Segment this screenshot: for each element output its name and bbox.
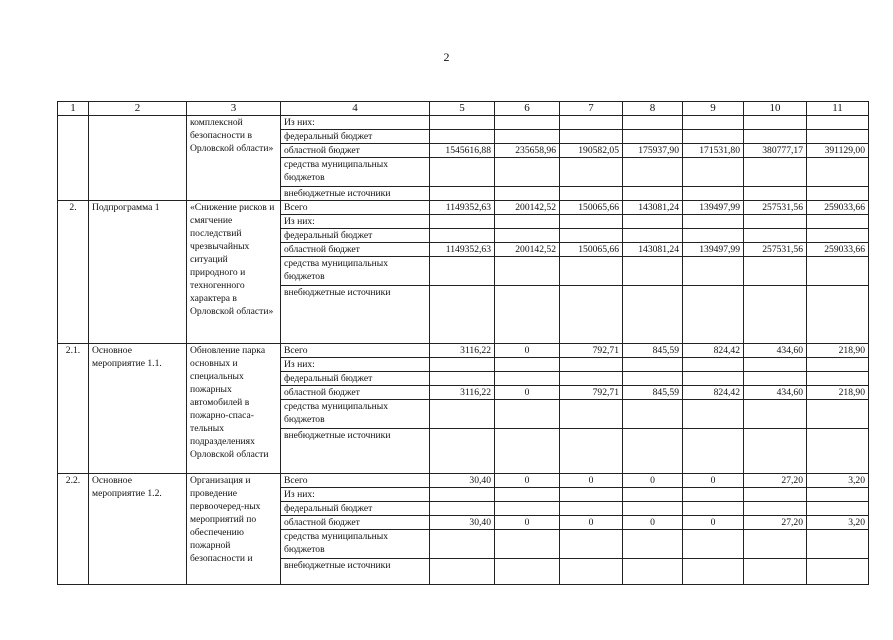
value-cell: [560, 257, 623, 286]
value-cell: [560, 488, 623, 502]
page-number: 2: [443, 50, 450, 64]
value-cell: [683, 187, 744, 201]
value-cell: [744, 372, 807, 386]
value-cell: [560, 372, 623, 386]
value-cell: 27,20: [744, 474, 807, 488]
funding-source-cell: средства муниципальных бюджетов: [281, 400, 430, 429]
value-cell: 143081,24: [623, 243, 683, 257]
value-cell: [430, 488, 495, 502]
value-cell: [430, 187, 495, 201]
value-cell: 139497,99: [683, 243, 744, 257]
value-cell: [807, 286, 869, 344]
value-cell: [744, 559, 807, 585]
funding-source-cell: внебюджетные источники: [281, 187, 430, 201]
value-cell: [744, 187, 807, 201]
item-name-cell: Обновление парка основных и специальных пожарных автомобилей в пожарно-спаса-тельных подразделениях Орловской области: [187, 344, 281, 474]
header-row: [58, 102, 869, 116]
value-cell: 30,40: [430, 474, 495, 488]
value-cell: [495, 286, 560, 344]
value-cell: [430, 530, 495, 559]
value-cell: 259033,66: [807, 201, 869, 215]
funding-source-cell: внебюджетные источники: [281, 429, 430, 474]
value-cell: [495, 358, 560, 372]
value-cell: [430, 400, 495, 429]
value-cell: 0: [495, 344, 560, 358]
value-cell: [430, 559, 495, 585]
value-cell: [623, 257, 683, 286]
value-cell: 824,42: [683, 386, 744, 400]
value-cell: 0: [560, 516, 623, 530]
value-cell: [495, 130, 560, 144]
value-cell: 3,20: [807, 474, 869, 488]
value-cell: 1149352,63: [430, 201, 495, 215]
value-cell: 792,71: [560, 386, 623, 400]
funding-source-cell: федеральный бюджет: [281, 372, 430, 386]
value-cell: 190582,05: [560, 144, 623, 158]
value-cell: [623, 215, 683, 229]
item-status-cell: [89, 116, 187, 201]
value-cell: [560, 187, 623, 201]
value-cell: [683, 130, 744, 144]
value-cell: [683, 257, 744, 286]
value-cell: [623, 187, 683, 201]
value-cell: [560, 559, 623, 585]
value-cell: 434,60: [744, 386, 807, 400]
item-name-cell: «Снижение рисков и смягчение последствий чрезвычайных ситуаций природного и техногенного характера в Орловской области»: [187, 201, 281, 344]
funding-source-cell: Всего: [281, 474, 430, 488]
item-status-cell: Основное мероприятие 1.1.: [89, 344, 187, 474]
value-cell: [495, 559, 560, 585]
value-cell: [683, 400, 744, 429]
value-cell: 0: [495, 516, 560, 530]
value-cell: [744, 286, 807, 344]
value-cell: [623, 530, 683, 559]
table-row: [58, 474, 869, 488]
value-cell: [430, 130, 495, 144]
value-cell: [683, 372, 744, 386]
value-cell: [623, 358, 683, 372]
value-cell: [623, 488, 683, 502]
table-row: [58, 201, 869, 215]
value-cell: [807, 257, 869, 286]
item-number-cell: 2.2.: [58, 474, 89, 585]
value-cell: [560, 530, 623, 559]
value-cell: [560, 130, 623, 144]
column-header-8: 8: [623, 102, 683, 116]
column-header-11: 11: [807, 102, 869, 116]
value-cell: [744, 400, 807, 429]
column-header-3: 3: [187, 102, 281, 116]
funding-source-cell: областной бюджет: [281, 516, 430, 530]
value-cell: 259033,66: [807, 243, 869, 257]
value-cell: [430, 158, 495, 187]
value-cell: 0: [495, 474, 560, 488]
value-cell: [744, 257, 807, 286]
funding-source-cell: Из них:: [281, 358, 430, 372]
column-header-1: 1: [58, 102, 89, 116]
funding-source-cell: федеральный бюджет: [281, 130, 430, 144]
value-cell: [807, 187, 869, 201]
value-cell: 150065,66: [560, 201, 623, 215]
value-cell: [495, 257, 560, 286]
funding-source-cell: федеральный бюджет: [281, 502, 430, 516]
value-cell: [683, 530, 744, 559]
value-cell: [807, 559, 869, 585]
value-cell: 257531,56: [744, 243, 807, 257]
value-cell: [495, 530, 560, 559]
value-cell: [560, 229, 623, 243]
value-cell: [430, 257, 495, 286]
value-cell: 792,71: [560, 344, 623, 358]
value-cell: 391129,00: [807, 144, 869, 158]
value-cell: 257531,56: [744, 201, 807, 215]
item-number-cell: [58, 116, 89, 201]
value-cell: [744, 215, 807, 229]
value-cell: 1545616,88: [430, 144, 495, 158]
funding-source-cell: Всего: [281, 344, 430, 358]
value-cell: [560, 286, 623, 344]
value-cell: [623, 372, 683, 386]
funding-source-cell: средства муниципальных бюджетов: [281, 158, 430, 187]
value-cell: [560, 358, 623, 372]
item-name-cell: Организация и проведение первоочеред-ных мероприятий по обеспечению пожарной безопасности и: [187, 474, 281, 585]
table-row: [58, 344, 869, 358]
value-cell: [623, 502, 683, 516]
value-cell: [495, 372, 560, 386]
value-cell: 218,90: [807, 344, 869, 358]
value-cell: [683, 502, 744, 516]
value-cell: [623, 229, 683, 243]
value-cell: [560, 116, 623, 130]
value-cell: [623, 429, 683, 474]
value-cell: 3,20: [807, 516, 869, 530]
column-header-7: 7: [560, 102, 623, 116]
value-cell: [495, 158, 560, 187]
item-number-cell: 2.1.: [58, 344, 89, 474]
funding-source-cell: Всего: [281, 201, 430, 215]
value-cell: 139497,99: [683, 201, 744, 215]
value-cell: 3116,22: [430, 344, 495, 358]
value-cell: [744, 358, 807, 372]
item-name-cell: комплексной безопасности в Орловской области»: [187, 116, 281, 201]
value-cell: [495, 488, 560, 502]
value-cell: [744, 116, 807, 130]
value-cell: [560, 215, 623, 229]
value-cell: [560, 158, 623, 187]
value-cell: [560, 400, 623, 429]
value-cell: 143081,24: [623, 201, 683, 215]
value-cell: [430, 229, 495, 243]
value-cell: 175937,90: [623, 144, 683, 158]
value-cell: [744, 158, 807, 187]
value-cell: [807, 530, 869, 559]
value-cell: [744, 130, 807, 144]
value-cell: 3116,22: [430, 386, 495, 400]
value-cell: [683, 286, 744, 344]
table-row: [58, 116, 869, 130]
column-header-10: 10: [744, 102, 807, 116]
value-cell: [430, 215, 495, 229]
value-cell: 434,60: [744, 344, 807, 358]
value-cell: [623, 286, 683, 344]
value-cell: [683, 215, 744, 229]
budget-table: [57, 101, 869, 585]
value-cell: [807, 502, 869, 516]
value-cell: [807, 116, 869, 130]
value-cell: [430, 429, 495, 474]
column-header-2: 2: [89, 102, 187, 116]
value-cell: [430, 358, 495, 372]
funding-source-cell: внебюджетные источники: [281, 559, 430, 585]
value-cell: 0: [560, 474, 623, 488]
value-cell: [560, 429, 623, 474]
value-cell: [495, 215, 560, 229]
value-cell: [807, 358, 869, 372]
value-cell: 380777,17: [744, 144, 807, 158]
value-cell: [430, 372, 495, 386]
value-cell: 0: [623, 516, 683, 530]
column-header-5: 5: [430, 102, 495, 116]
value-cell: [495, 229, 560, 243]
value-cell: [807, 488, 869, 502]
value-cell: [430, 502, 495, 516]
value-cell: 824,42: [683, 344, 744, 358]
value-cell: [623, 559, 683, 585]
value-cell: [683, 429, 744, 474]
value-cell: 0: [495, 386, 560, 400]
value-cell: [495, 116, 560, 130]
value-cell: 845,59: [623, 386, 683, 400]
value-cell: [495, 187, 560, 201]
value-cell: [744, 429, 807, 474]
funding-source-cell: областной бюджет: [281, 386, 430, 400]
value-cell: [495, 400, 560, 429]
value-cell: [623, 400, 683, 429]
value-cell: [744, 502, 807, 516]
value-cell: [683, 229, 744, 243]
funding-source-cell: Из них:: [281, 488, 430, 502]
funding-source-cell: внебюджетные источники: [281, 286, 430, 344]
value-cell: 1149352,63: [430, 243, 495, 257]
value-cell: [807, 372, 869, 386]
value-cell: [683, 358, 744, 372]
value-cell: 171531,80: [683, 144, 744, 158]
value-cell: 218,90: [807, 386, 869, 400]
value-cell: [560, 502, 623, 516]
value-cell: [744, 530, 807, 559]
item-number-cell: 2.: [58, 201, 89, 344]
value-cell: [744, 488, 807, 502]
value-cell: 0: [683, 474, 744, 488]
value-cell: 30,40: [430, 516, 495, 530]
value-cell: [495, 429, 560, 474]
value-cell: [807, 130, 869, 144]
value-cell: [807, 229, 869, 243]
funding-source-cell: областной бюджет: [281, 243, 430, 257]
value-cell: 150065,66: [560, 243, 623, 257]
value-cell: 200142,52: [495, 201, 560, 215]
value-cell: [683, 559, 744, 585]
value-cell: [430, 286, 495, 344]
value-cell: [807, 400, 869, 429]
value-cell: [683, 158, 744, 187]
value-cell: 235658,96: [495, 144, 560, 158]
value-cell: [430, 116, 495, 130]
funding-source-cell: средства муниципальных бюджетов: [281, 257, 430, 286]
value-cell: [807, 215, 869, 229]
value-cell: [807, 429, 869, 474]
value-cell: [744, 229, 807, 243]
item-status-cell: Основное мероприятие 1.2.: [89, 474, 187, 585]
value-cell: 0: [683, 516, 744, 530]
value-cell: [683, 488, 744, 502]
value-cell: 0: [623, 474, 683, 488]
funding-source-cell: Из них:: [281, 116, 430, 130]
value-cell: 845,59: [623, 344, 683, 358]
value-cell: 200142,52: [495, 243, 560, 257]
funding-source-cell: Из них:: [281, 215, 430, 229]
funding-source-cell: средства муниципальных бюджетов: [281, 530, 430, 559]
value-cell: [495, 502, 560, 516]
item-status-cell: Подпрограмма 1: [89, 201, 187, 344]
value-cell: [683, 116, 744, 130]
funding-source-cell: областной бюджет: [281, 144, 430, 158]
column-header-4: 4: [281, 102, 430, 116]
value-cell: [623, 158, 683, 187]
value-cell: [623, 116, 683, 130]
value-cell: [807, 158, 869, 187]
funding-source-cell: федеральный бюджет: [281, 229, 430, 243]
value-cell: [623, 130, 683, 144]
column-header-9: 9: [683, 102, 744, 116]
column-header-6: 6: [495, 102, 560, 116]
value-cell: 27,20: [744, 516, 807, 530]
